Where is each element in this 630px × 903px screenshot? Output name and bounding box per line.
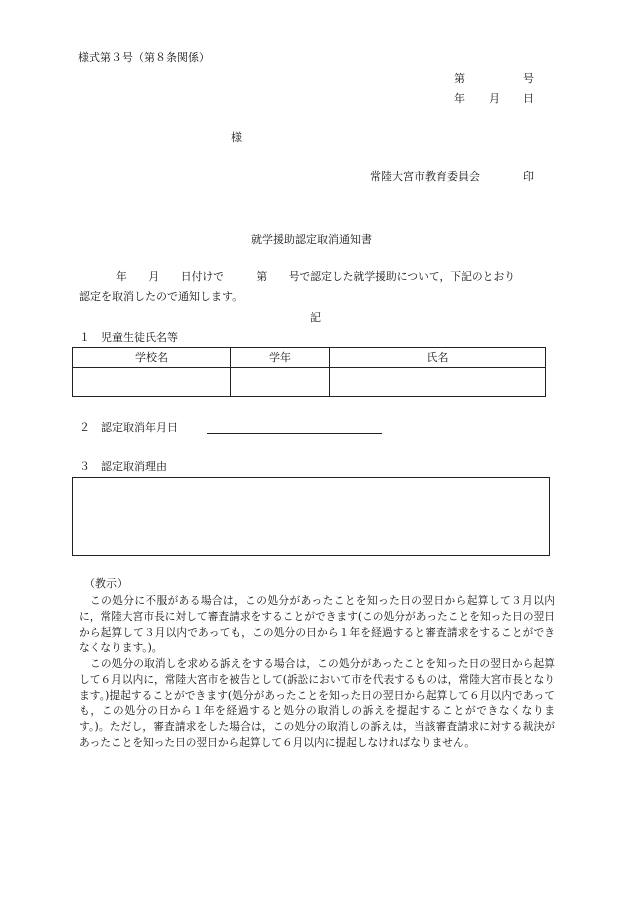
column-school-name: 学校名: [73, 348, 231, 367]
column-student-name: 氏名: [426, 351, 449, 364]
student-table-header: [73, 348, 545, 368]
issuer-seal: 印: [523, 170, 534, 183]
date-year: 年: [454, 92, 465, 105]
notice-paragraph-1: この処分に不服がある場合は，この処分があったことを知った日の翌日から起算して３月以内に，常陸大宮市長に対して審査請求をすることができます(この処分があったことを知った日の翌日から起算して３月以内であっても，この処分の日から１年を経過すると審査請求をすることができなくなります。)。: [79, 594, 555, 655]
column-grade: 学年: [231, 348, 330, 367]
intro-line-1: 年 月 日付けで 第 号で認定した就学援助について，下記のとおり: [116, 270, 516, 283]
student-table-row: [73, 367, 545, 396]
ki-mark: 記: [310, 311, 321, 324]
cell-school-name[interactable]: [73, 367, 231, 396]
addressee-honorific: 様: [231, 131, 242, 144]
cell-student-name[interactable]: [330, 367, 545, 396]
notice-heading: （教示）: [84, 577, 128, 590]
section-3-label: ３ 認定取消理由: [79, 460, 167, 473]
document-title: 就学援助認定取消通知書: [251, 233, 372, 246]
cancel-date-field[interactable]: [207, 433, 382, 434]
issuer-name: 常陸大宮市教育委員会: [370, 170, 480, 183]
cell-grade[interactable]: [231, 367, 330, 396]
date-month: 月: [489, 92, 500, 105]
doc-number-suffix: 号: [523, 72, 534, 85]
doc-number-prefix: 第: [454, 72, 465, 85]
student-table: [72, 347, 546, 397]
form-number: 様式第３号（第８条関係）: [78, 51, 210, 64]
cancel-reason-box[interactable]: [72, 477, 550, 556]
date-day: 日: [523, 92, 534, 105]
notice-paragraph-2: この処分の取消しを求める訴えをする場合は，この処分があったことを知った日の翌日から起算して６月以内に，常陸大宮市を被告として(訴訟において市を代表するものは，常陸大宮市長となります。)提起することができます(処分があったことを知った日の翌日から起算して６月以内であっても，この処分の日から１年を経過すると処分の取消しの訴えを提起することができなくなります。)。ただし，審査請求をした場合は，この処分の取消しの訴えは，当該審査請求に対する裁決があったことを知った日の翌日から起算して６月以内に提起しなければなりません。: [79, 657, 555, 749]
intro-line-2: 認定を取消したので通知します。: [79, 290, 244, 303]
section-2-label: ２ 認定取消年月日: [79, 421, 178, 434]
section-1-label: １ 児童生徒氏名等: [79, 331, 178, 344]
